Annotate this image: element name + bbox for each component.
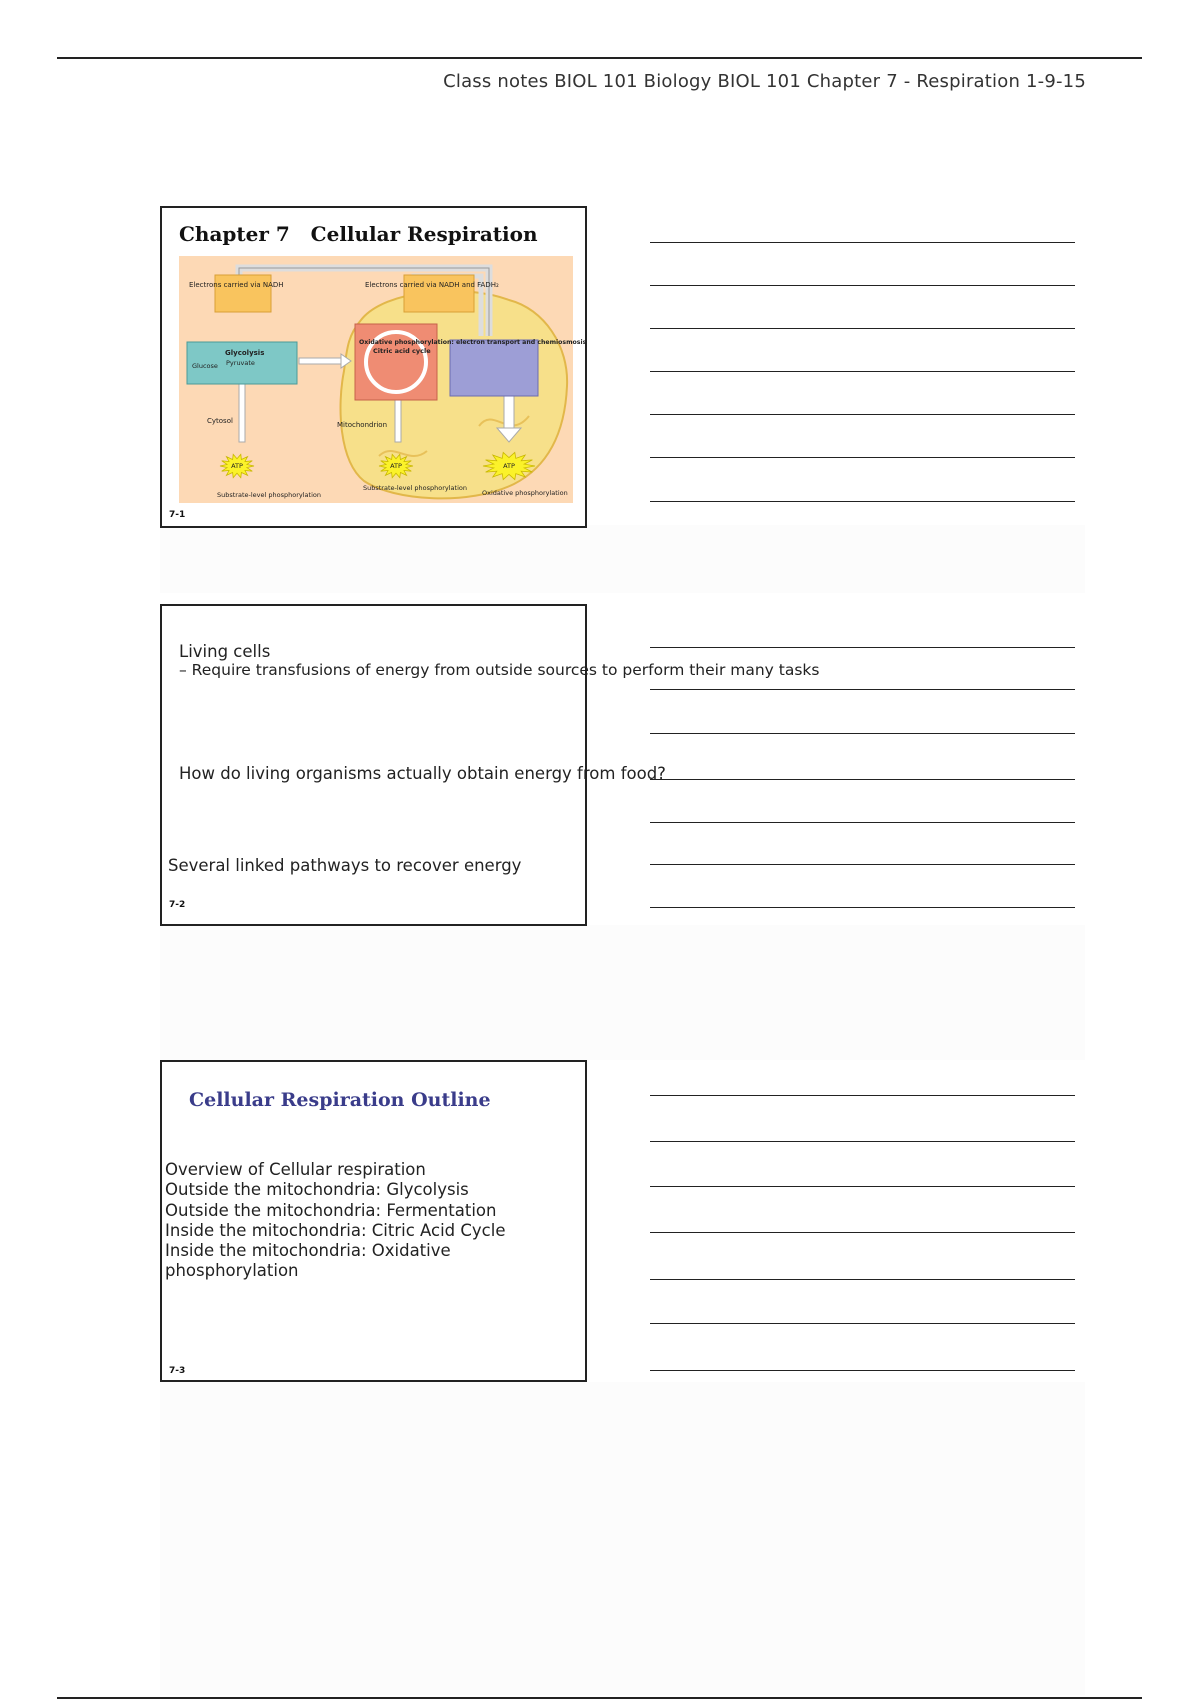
label-glucose: Glucose (192, 362, 218, 370)
note-line (650, 457, 1075, 458)
notes-background (160, 1382, 1085, 1695)
note-line (650, 733, 1075, 734)
label-oxidative-phosphorylation: Oxidative phosphorylation (482, 489, 568, 497)
note-line (650, 1370, 1075, 1371)
label-atp-1: ATP (231, 462, 243, 470)
slide-3 (160, 1060, 587, 1382)
slide-text: How do living organisms actually obtain energy from food? (179, 764, 666, 783)
outline-item: Outside the mitochondria: Glycolysis (165, 1180, 469, 1200)
note-line (650, 1279, 1075, 1280)
slide-2 (160, 604, 820, 926)
note-line (650, 328, 1075, 329)
note-line (650, 822, 1075, 823)
note-line (650, 1186, 1075, 1187)
outline-list (165, 1160, 505, 1282)
label-electrons-nadh-fadh: Electrons carried via NADH and FADH₂ (365, 281, 499, 289)
note-line (650, 501, 1075, 502)
notes-background (160, 925, 1085, 1060)
slide-title: Chapter 7 Cellular Respiration (179, 222, 538, 246)
slide-number: 7-3 (169, 1366, 186, 1376)
label-glycolysis: Glycolysis (225, 349, 265, 357)
slide-subtext: – Require transfusions of energy from outside sources to perform their many tasks (179, 661, 820, 679)
bottom-rule (57, 1697, 1142, 1699)
note-line (650, 1095, 1075, 1096)
top-rule (57, 57, 1142, 59)
slide-number: 7-1 (169, 510, 186, 520)
oxidative-box (450, 340, 538, 396)
label-atp-2: ATP (390, 462, 402, 470)
label-oxidative: Oxidative phosphorylation: electron transport and chemiosmosis (359, 339, 587, 346)
note-line (650, 864, 1075, 865)
note-line (650, 1232, 1075, 1233)
label-pyruvate: Pyruvate (226, 359, 255, 367)
label-cytosol: Cytosol (207, 417, 233, 425)
notes-background (160, 525, 1085, 593)
note-line (650, 371, 1075, 372)
slide-1 (160, 206, 587, 528)
page-header: Class notes BIOL 101 Biology BIOL 101 Chapter 7 - Respiration 1-9-15 (443, 71, 1086, 92)
note-line (650, 647, 1075, 648)
outline-item: Outside the mitochondria: Fermentation (165, 1200, 497, 1220)
cellular-respiration-diagram (179, 256, 587, 506)
slide-text: Several linked pathways to recover energy (168, 856, 522, 875)
slide-number: 7-2 (169, 900, 186, 910)
note-line (650, 907, 1075, 908)
note-line (650, 1141, 1075, 1142)
slide-text: Living cells (179, 642, 271, 661)
label-electrons-nadh: Electrons carried via NADH (189, 281, 284, 289)
note-line (650, 285, 1075, 286)
note-line (650, 1323, 1075, 1324)
outline-item: Overview of Cellular respiration (165, 1160, 426, 1179)
slide-title: Cellular Respiration Outline (189, 1089, 491, 1111)
label-atp-3: ATP (503, 462, 515, 470)
label-substrate-level-2: Substrate-level phosphorylation (363, 484, 467, 492)
note-line (650, 689, 1075, 690)
outline-item: Inside the mitochondria: Oxidative (165, 1241, 451, 1261)
label-substrate-level-1: Substrate-level phosphorylation (217, 491, 321, 499)
note-line (650, 779, 1075, 780)
label-mitochondrion: Mitochondrion (337, 421, 388, 429)
note-line (650, 414, 1075, 415)
note-line (650, 242, 1075, 243)
outline-item: phosphorylation (165, 1261, 299, 1281)
label-citric-acid-cycle: Citric acid cycle (373, 347, 431, 355)
outline-item: Inside the mitochondria: Citric Acid Cycle (165, 1220, 506, 1240)
